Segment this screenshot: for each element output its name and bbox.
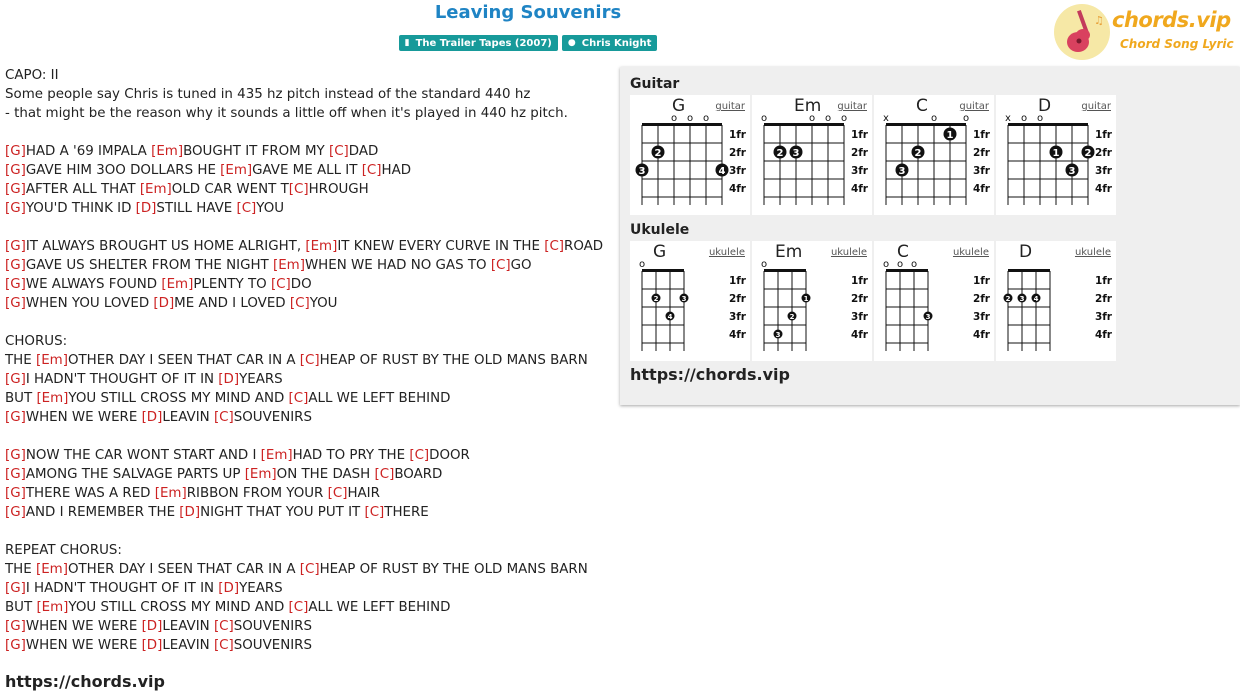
fretboard [630,241,750,361]
lyric-text: LEAVIN [162,619,214,634]
chord-tag[interactable]: [G] [5,619,26,634]
lyric-line [5,560,603,579]
song-title: Leaving Souvenirs [434,2,622,23]
lyric-text: ROAD [564,239,604,254]
lyric-text: AFTER ALL THAT [25,182,140,197]
open-marker: o [840,113,848,124]
chord-tag[interactable]: [Em] [151,144,184,159]
panel-link[interactable]: https://chords.vip [630,365,790,384]
chord-tag[interactable]: [C] [361,163,382,178]
chord-tag[interactable]: [C] [327,486,348,501]
chord-name: C [897,242,909,262]
lyric-line [5,85,603,104]
lyric-line [5,332,603,351]
fret-label: 4fr [972,183,990,195]
lyric-line [5,617,603,636]
chord-tag[interactable]: [Em] [36,600,69,615]
lyric-text: HAD A '69 IMPALA [25,144,152,159]
song-badges [0,35,1056,51]
lyric-text: GAVE ME ALL IT [252,163,362,178]
fretboard [752,241,872,361]
chord-tag[interactable]: [Em] [35,562,68,577]
finger-number: 4 [667,313,673,321]
lyric-text: OTHER DAY I SEEN THAT CAR IN A [67,562,300,577]
finger-number: 4 [718,166,726,177]
open-marker: o [824,113,832,124]
lyric-text: HAD [381,163,412,178]
lyric-line [5,636,603,655]
chord-tag[interactable]: [Em] [260,448,293,463]
finger-number: 2 [1005,295,1011,303]
fretboard [874,241,994,361]
chord-tag[interactable]: [C] [236,201,257,216]
lyric-text: I HADN'T THOUGHT OF IT IN [25,372,219,387]
chord-tag[interactable]: [Em] [220,163,253,178]
chord-tag[interactable]: [G] [5,467,26,482]
fret-label: 1fr [728,275,746,287]
chord-tag[interactable]: [G] [5,581,26,596]
footer-link[interactable]: https://chords.vip [5,672,165,691]
open-marker: o [930,113,938,124]
mute-marker: x [1005,113,1011,124]
instrument-link[interactable]: ukulele [952,247,989,258]
instrument-link[interactable]: ukulele [830,247,867,258]
logo-subtitle: Chord Song Lyric [1120,37,1234,51]
lyric-line [5,579,603,598]
finger-number: 2 [789,313,795,321]
lyric-line [5,446,603,465]
fret-label: 2fr [972,293,990,305]
chord-tag[interactable]: [D] [141,619,163,634]
lyric-text: BUT [5,600,37,615]
chord-tag[interactable]: [C] [299,353,320,368]
fretboard [630,95,750,215]
lyric-text: WHEN WE WERE [25,619,142,634]
lyric-line [5,104,603,123]
lyric-text: CAPO: II [5,68,59,83]
lyric-text: DAD [348,144,379,159]
ukulele-chord-em[interactable] [752,241,872,361]
lyric-text: ON THE DASH [276,467,375,482]
chord-tag[interactable]: [D] [179,505,201,520]
lyric-text: IT ALWAYS BROUGHT US HOME ALRIGHT, [25,239,306,254]
chord-tag[interactable]: [D] [218,581,240,596]
lyric-text: RIBBON FROM YOUR [186,486,328,501]
lyric-text: PLENTY TO [193,277,271,292]
lyric-text: YOU'D THINK ID [25,201,136,216]
lyric-text: ME AND I LOVED [174,296,290,311]
lyric-text: DO [290,277,312,292]
fret-label: 4fr [972,329,990,341]
open-marker: o [1020,113,1028,124]
lyric-text: WE ALWAYS FOUND [25,277,162,292]
ukulele-chord-d[interactable] [996,241,1116,361]
chord-tag[interactable]: [D] [153,296,175,311]
lyric-text: HEAP OF RUST BY THE OLD MANS BARN [319,562,588,577]
fret-label: 1fr [1094,129,1112,141]
lyric-text: GO [510,258,532,273]
chord-tag[interactable]: [D] [141,410,163,425]
lyrics-body [5,66,603,655]
lyric-line [5,427,603,446]
fretboard [996,95,1116,215]
lyric-text: BOUGHT IT FROM MY [183,144,329,159]
open-marker: o [686,113,694,124]
lyric-line [5,161,603,180]
chord-tag[interactable]: [C] [289,296,310,311]
chord-tag[interactable]: [Em] [36,391,69,406]
chord-tag[interactable]: [C] [213,638,234,653]
lyric-text: GAVE HIM 3OO DOLLARS HE [25,163,221,178]
fret-label: 2fr [728,293,746,305]
lyric-text: I HADN'T THOUGHT OF IT IN [25,581,219,596]
finger-number: 3 [925,313,931,321]
open-marker: o [962,113,970,124]
lyric-text: WHEN WE WERE [25,638,142,653]
fret-label: 4fr [728,183,746,195]
lyric-text: DOOR [429,448,470,463]
finger-number: 4 [1033,295,1039,303]
lyric-line [5,465,603,484]
open-marker: o [760,113,768,124]
lyric-line [5,294,603,313]
finger-number: 3 [898,166,906,177]
lyric-text: ALL WE LEFT BEHIND [308,600,451,615]
album-badge[interactable] [399,35,558,51]
instrument-link[interactable]: guitar [1081,101,1111,112]
mute-marker: x [883,113,889,124]
lyric-line [5,351,603,370]
fretboard [996,241,1116,361]
chord-name: D [1038,96,1052,116]
album-label: The Trailer Tapes (2007) [415,37,552,49]
chord-tag[interactable]: [G] [5,182,26,197]
chord-tag[interactable]: [G] [5,410,26,425]
lyric-line [5,522,603,541]
chord-tag[interactable]: [G] [5,296,26,311]
lyric-text: CHORUS: [5,334,68,349]
guitar-section-label: Guitar [630,76,680,92]
open-marker: o [910,259,918,270]
album-icon: ▮ [404,38,410,48]
lyric-line [5,237,603,256]
chord-tag[interactable]: [G] [5,163,26,178]
lyric-text: SOUVENIRS [233,619,312,634]
finger-number: 2 [654,148,662,159]
lyric-text: HAIR [347,486,380,501]
guitar-chord-em[interactable] [752,95,872,215]
finger-number: 3 [638,166,646,177]
chord-name: C [916,96,928,116]
fret-label: 4fr [728,329,746,341]
chord-tag[interactable]: [C] [364,505,385,520]
artist-badge[interactable] [562,35,657,51]
open-marker: o [702,113,710,124]
finger-number: 3 [792,148,800,159]
guitar-logo-icon [1054,4,1110,60]
lyric-text: WHEN WE HAD NO GAS TO [304,258,491,273]
fret-label: 2fr [850,293,868,305]
finger-number: 2 [653,295,659,303]
lyric-text: HAD TO PRY THE [292,448,410,463]
lyric-text: LEAVIN [162,638,214,653]
finger-number: 3 [1019,295,1025,303]
chord-tag[interactable]: [G] [5,144,26,159]
open-marker: o [1036,113,1044,124]
chord-tag[interactable]: [Em] [154,486,187,501]
lyric-text: ALL WE LEFT BEHIND [308,391,451,406]
chord-tag[interactable]: [C] [299,562,320,577]
chord-tag[interactable]: [Em] [139,182,172,197]
finger-number: 2 [776,148,784,159]
fret-label: 3fr [850,311,868,323]
finger-number: 1 [1052,148,1060,159]
lyric-line [5,199,603,218]
lyric-line [5,313,603,332]
chord-tag[interactable]: [G] [5,448,26,463]
chord-tag[interactable]: [G] [5,239,26,254]
lyric-line [5,275,603,294]
lyric-text: BOARD [394,467,443,482]
chord-tag[interactable]: [D] [135,201,157,216]
lyric-text: AND I REMEMBER THE [25,505,180,520]
fret-label: 1fr [972,275,990,287]
chord-tag[interactable]: [C] [288,391,309,406]
lyric-text: NOW THE CAR WONT START AND I [25,448,261,463]
open-marker: o [896,259,904,270]
fret-label: 4fr [1094,183,1112,195]
fret-label: 2fr [972,147,990,159]
chord-tag[interactable]: [G] [5,201,26,216]
lyric-text: YOU STILL CROSS MY MIND AND [68,600,289,615]
lyric-line [5,503,603,522]
lyric-line [5,66,603,85]
lyric-text: - that might be the reason why it sounds a little off when it's played in 440 hz pitch. [5,106,568,121]
instrument-link[interactable]: ukulele [708,247,745,258]
fret-label: 3fr [728,165,746,177]
fret-label: 3fr [1094,311,1112,323]
chord-tag[interactable]: [G] [5,505,26,520]
lyric-text: STILL HAVE [156,201,237,216]
chord-tag[interactable]: [Em] [244,467,277,482]
chord-tag[interactable]: [G] [5,372,26,387]
fret-label: 2fr [1094,147,1112,159]
lyric-text: NIGHT THAT YOU PUT IT [200,505,365,520]
chord-tag[interactable]: [C] [409,448,430,463]
chord-tag[interactable]: [C] [490,258,511,273]
lyric-line [5,370,603,389]
fret-label: 3fr [1094,165,1112,177]
fret-label: 3fr [972,311,990,323]
lyric-text: SOUVENIRS [233,410,312,425]
lyric-line [5,123,603,142]
lyric-text: OTHER DAY I SEEN THAT CAR IN A [67,353,300,368]
chord-name: G [653,242,667,262]
chord-tag[interactable]: [G] [5,638,26,653]
lyric-line [5,256,603,275]
lyric-text: YOU [256,201,285,216]
instrument-link[interactable]: guitar [715,101,745,112]
chord-name: Em [794,96,822,116]
chord-tag[interactable]: [G] [5,277,26,292]
fret-label: 4fr [850,329,868,341]
lyric-text: LEAVIN [162,410,214,425]
chord-tag[interactable]: [Em] [272,258,305,273]
chord-tag[interactable]: [G] [5,258,26,273]
finger-number: 3 [1068,166,1076,177]
lyric-text: IT KNEW EVERY CURVE IN THE [337,239,545,254]
finger-number: 2 [914,148,922,159]
lyric-text: REPEAT CHORUS: [5,543,122,558]
lyric-text: THERE [384,505,429,520]
ukulele-section-label: Ukulele [630,222,690,238]
lyric-text: THE [5,353,36,368]
svg-text:♫: ♫ [1094,14,1104,27]
instrument-link[interactable]: ukulele [1074,247,1111,258]
guitar-chord-d[interactable] [996,95,1116,215]
chord-tag[interactable]: [C] [544,239,565,254]
fret-label: 4fr [1094,329,1112,341]
finger-number: 1 [803,295,809,303]
fret-label: 2fr [850,147,868,159]
lyric-line [5,180,603,199]
lyric-text: WHEN YOU LOVED [25,296,154,311]
ukulele-chord-c[interactable] [874,241,994,361]
instrument-link[interactable]: guitar [837,101,867,112]
lyric-line [5,541,603,560]
fret-label: 3fr [728,311,746,323]
lyric-line [5,484,603,503]
fret-label: 2fr [1094,293,1112,305]
lyric-text: THE [5,562,36,577]
guitar-chord-g[interactable] [630,95,750,215]
chord-tag[interactable]: [C] [374,467,395,482]
chord-tag[interactable]: [C] [213,410,234,425]
ukulele-chord-g[interactable] [630,241,750,361]
finger-number: 3 [775,331,781,339]
guitar-chord-c[interactable] [874,95,994,215]
lyric-text: YEARS [239,372,283,387]
lyric-text: THERE WAS A RED [25,486,155,501]
finger-number: 2 [1084,148,1092,159]
chord-tag[interactable]: [Em] [305,239,338,254]
fret-label: 4fr [850,183,868,195]
fret-label: 1fr [850,129,868,141]
chord-tag[interactable]: [D] [141,638,163,653]
lyric-line [5,389,603,408]
chord-name: G [672,96,686,116]
fret-label: 1fr [972,129,990,141]
chord-tag[interactable]: [C] [288,600,309,615]
fret-label: 3fr [850,165,868,177]
lyric-text: WHEN WE WERE [25,410,142,425]
fret-label: 3fr [972,165,990,177]
fret-label: 2fr [728,147,746,159]
chord-diagrams-panel [620,67,1240,405]
chord-tag[interactable]: [Em] [161,277,194,292]
chord-tag[interactable]: [C] [213,619,234,634]
user-icon: ● [567,38,576,48]
chord-tag[interactable]: [D] [218,372,240,387]
open-marker: o [760,259,768,270]
lyric-text: OLD CAR WENT T [171,182,289,197]
logo-text: chords.vip [1112,8,1231,32]
lyric-line [5,218,603,237]
fret-label: 1fr [728,129,746,141]
open-marker: o [808,113,816,124]
chord-tag[interactable]: [Em] [35,353,68,368]
lyric-text: YEARS [239,581,283,596]
lyric-line [5,408,603,427]
lyric-text: BUT [5,391,37,406]
fretboard [874,95,994,215]
lyric-line [5,598,603,617]
lyric-text: YOU [309,296,338,311]
lyric-text: AMONG THE SALVAGE PARTS UP [25,467,245,482]
site-logo[interactable] [1054,2,1234,62]
finger-number: 3 [681,295,687,303]
lyric-text: YOU STILL CROSS MY MIND AND [68,391,289,406]
finger-number: 1 [946,130,954,141]
lyric-text: GAVE US SHELTER FROM THE NIGHT [25,258,273,273]
chord-tag[interactable]: [G] [5,486,26,501]
chord-name: D [1019,242,1033,262]
chord-name: Em [775,242,803,262]
chord-tag[interactable]: [C] [328,144,349,159]
lyric-text: HROUGH [308,182,369,197]
lyric-line [5,142,603,161]
lyric-text: Some people say Chris is tuned in 435 hz pitch instead of the standard 440 hz [5,87,531,102]
lyric-text: SOUVENIRS [233,638,312,653]
fret-label: 1fr [850,275,868,287]
fret-label: 1fr [1094,275,1112,287]
open-marker: o [638,259,646,270]
artist-label: Chris Knight [581,37,652,49]
open-marker: o [670,113,678,124]
chord-tag[interactable]: [C] [288,182,309,197]
lyric-text: HEAP OF RUST BY THE OLD MANS BARN [319,353,588,368]
instrument-link[interactable]: guitar [959,101,989,112]
chord-tag[interactable]: [C] [270,277,291,292]
open-marker: o [882,259,890,270]
